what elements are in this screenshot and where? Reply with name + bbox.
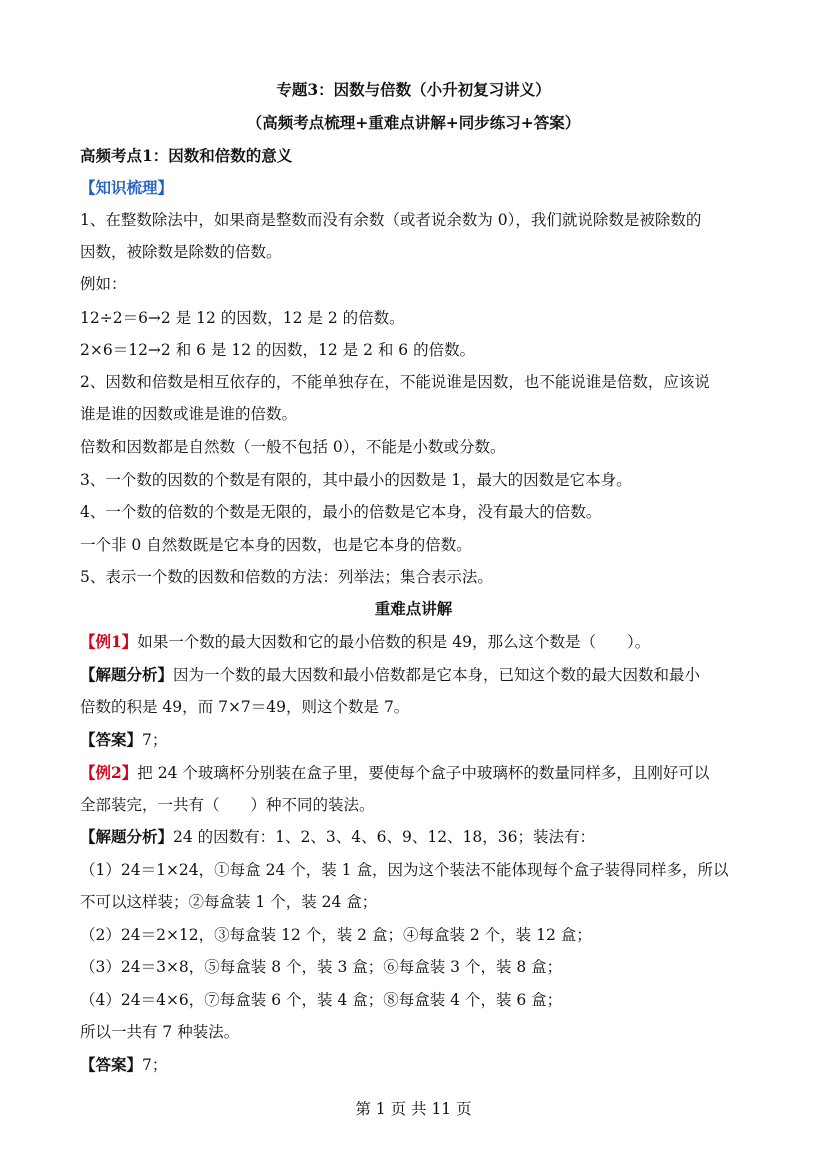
example-2-analysis [80,827,595,847]
text-line: 谁是谁的因数或谁是谁的倍数。 [80,405,298,423]
text-line: 5、表示一个数的因数和倍数的方法：列举法；集合表示法。 [80,568,493,586]
text-line: 全部装完，一共有（ ）种不同的装法。 [80,796,375,814]
example-2-answer [80,1055,167,1075]
text-line: （1）24＝1×24，①每盒 24 个，装 1 盒，因为这个装法不能体现每个盒子装得同样多，所以 [80,861,729,879]
text-line: 例如： [80,275,127,293]
text-line: （3）24＝3×8，⑤每盒装 8 个，装 3 盒；⑥每盒装 3 个，装 8 盒； [80,958,563,976]
text-line: 一个非 0 自然数既是它本身的因数，也是它本身的倍数。 [80,536,472,554]
section-heading-2: 重难点讲解 [374,599,453,618]
document-title: 专题3：因数与倍数（小升初复习讲义） [276,80,551,99]
answer-text: 7； [142,731,168,749]
answer-tag: 【答案】 [80,730,143,749]
text-line: 因数，被除数是除数的倍数。 [80,243,282,261]
text-line: 倍数的积是 49，而 7×7＝49，则这个数是 7。 [80,698,410,716]
page-footer: 第 1 页 共 11 页 [355,1100,472,1118]
text-line: 倍数和因数都是自然数（一般不包括 0），不能是小数或分数。 [80,438,506,456]
text-line: 12÷2＝6→2 是 12 的因数，12 是 2 的倍数。 [80,309,405,327]
text-line: 1、在整数除法中，如果商是整数而没有余数（或者说余数为 0），我们就说除数是被除数的 [80,211,702,229]
analysis-text: 24 的因数有：1、2、3、4、6、9、12、18，36；装法有： [173,828,596,846]
answer-text: 7； [142,1056,168,1074]
example-2-tag: 【例2】 [80,763,138,782]
text-line: 2×6＝12→2 和 6 是 12 的因数，12 是 2 和 6 的倍数。 [80,341,476,359]
answer-tag: 【答案】 [80,1055,143,1074]
example-1-question [80,632,650,652]
document-subtitle: （高频考点梳理+重难点讲解+同步练习+答案） [246,113,581,132]
text-line: 不可以这样装；②每盒装 1 个，装 24 盒； [80,893,378,911]
example-2-question [80,763,709,783]
example-1-answer [80,730,167,750]
example-2-question-text: 把 24 个玻璃杯分别装在盒子里，要使每个盒子中玻璃杯的数量同样多，且刚好可以 [137,764,710,782]
text-line: 2、因数和倍数是相互依存的，不能单独存在，不能说谁是因数，也不能说谁是倍数，应该说 [80,373,710,391]
knowledge-tag: 【知识梳理】 [80,178,174,197]
text-line: 3、一个数的因数的个数是有限的，其中最小的因数是 1，最大的因数是它本身。 [80,471,632,489]
analysis-text: 因为一个数的最大因数和最小倍数都是它本身，已知这个数的最大因数和最小 [173,666,701,684]
section-heading-1: 高频考点1：因数和倍数的意义 [80,146,293,165]
text-line: 所以一共有 7 种装法。 [80,1023,240,1041]
analysis-tag: 【解题分析】 [80,665,174,684]
text-line: 4、一个数的倍数的个数是无限的，最小的倍数是它本身，没有最大的倍数。 [80,503,602,521]
example-1-analysis [80,665,700,685]
example-1-question-text: 如果一个数的最大因数和它的最小倍数的积是 49，那么这个数是（ ）。 [137,633,651,651]
analysis-tag: 【解题分析】 [80,827,174,846]
example-1-tag: 【例1】 [80,632,138,651]
text-line: （2）24＝2×12，③每盒装 12 个，装 2 盒；④每盒装 2 个，装 12 盒； [80,926,592,944]
text-line: （4）24＝4×6，⑦每盒装 6 个，装 4 盒；⑧每盒装 4 个，装 6 盒； [80,991,563,1009]
